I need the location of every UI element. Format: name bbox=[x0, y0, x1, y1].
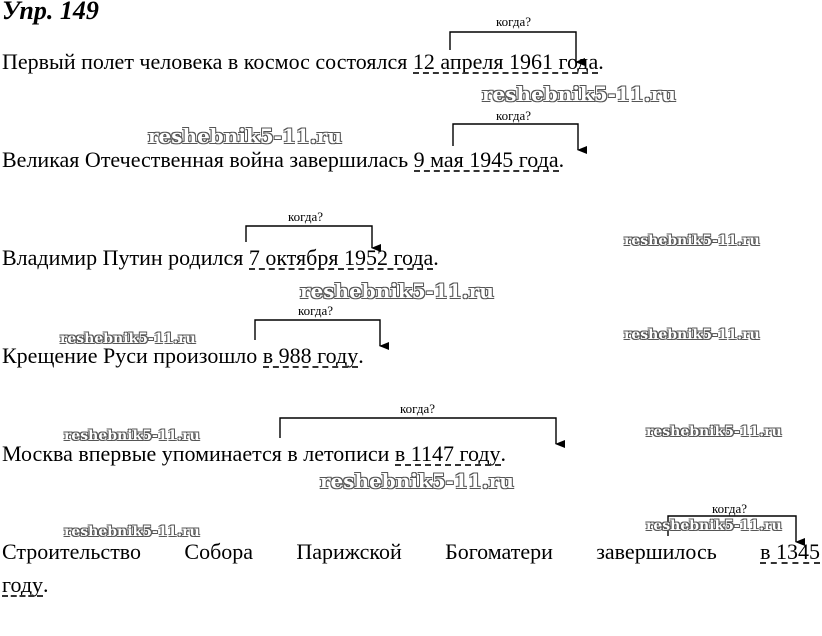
watermark: reshebnik5-11.ru bbox=[646, 424, 782, 440]
sentence-2-text: Великая Отечественная война завершилась bbox=[2, 147, 414, 172]
watermark: reshebnik5-11.ru bbox=[60, 331, 196, 347]
sentence-6-w5: завершилось bbox=[596, 539, 717, 564]
sentence-6-w3: Парижской bbox=[296, 539, 402, 564]
watermark: reshebnik5-11.ru bbox=[64, 428, 200, 444]
sentence-6-w1: Строительство bbox=[2, 539, 142, 564]
sentence-3-end: . bbox=[433, 245, 439, 270]
watermark: reshebnik5-11.ru bbox=[320, 469, 514, 493]
watermark: reshebnik5-11.ru bbox=[300, 279, 494, 303]
question-label-2: когда? bbox=[496, 108, 531, 123]
sentence-2-end: . bbox=[558, 147, 565, 172]
question-label-5: когда? bbox=[400, 401, 435, 416]
sentence-4-text: Крещение Руси произошло bbox=[2, 343, 263, 368]
watermark: reshebnik5-11.ru bbox=[624, 233, 760, 249]
watermark: reshebnik5-11.ru bbox=[624, 327, 760, 343]
question-label-4: когда? bbox=[298, 303, 333, 318]
question-label-6: когда? bbox=[712, 501, 747, 516]
watermark: reshebnik5-11.ru bbox=[148, 124, 342, 148]
exercise-title: Упр. 149 bbox=[2, 0, 99, 25]
sentence-6-w2: Собора bbox=[184, 539, 254, 564]
arrow-5 bbox=[280, 418, 556, 444]
watermark: reshebnik5-11.ru bbox=[482, 82, 676, 106]
sentence-6-adverbial: в 1345 bbox=[760, 539, 820, 564]
sentence-5-adverbial: в 1147 году bbox=[394, 441, 501, 466]
watermark: reshebnik5-11.ru bbox=[646, 518, 782, 534]
sentence-5-text: Москва впервые упоминается в летописи bbox=[2, 441, 395, 466]
question-label-1: когда? bbox=[496, 14, 531, 29]
arrow-4 bbox=[255, 320, 380, 346]
sentence-6-adverbial-cont: году bbox=[2, 572, 44, 597]
question-label-3: когда? bbox=[288, 209, 323, 224]
watermark: reshebnik5-11.ru bbox=[64, 524, 200, 540]
arrow-3 bbox=[246, 226, 372, 248]
sentence-4-end: . bbox=[358, 343, 364, 368]
sentence-1-text: Первый полет человека в космос состоялся bbox=[2, 49, 413, 74]
sentence-6-end: . bbox=[43, 572, 49, 597]
sentence-2-adverbial: 9 мая 1945 года bbox=[413, 147, 559, 172]
sentence-1-end: . bbox=[598, 49, 604, 74]
sentence-1-adverbial: 12 апреля 1961 года bbox=[412, 49, 599, 74]
arrow-1 bbox=[450, 32, 576, 62]
arrow-2 bbox=[453, 124, 578, 150]
sentence-4-adverbial: в 988 году bbox=[262, 343, 359, 368]
sentence-5-end: . bbox=[500, 441, 507, 466]
sentence-3-text: Владимир Путин родился bbox=[2, 245, 249, 270]
sentence-6-w4: Богоматери bbox=[445, 539, 553, 564]
sentence-3-adverbial: 7 октября 1952 года bbox=[248, 245, 434, 270]
